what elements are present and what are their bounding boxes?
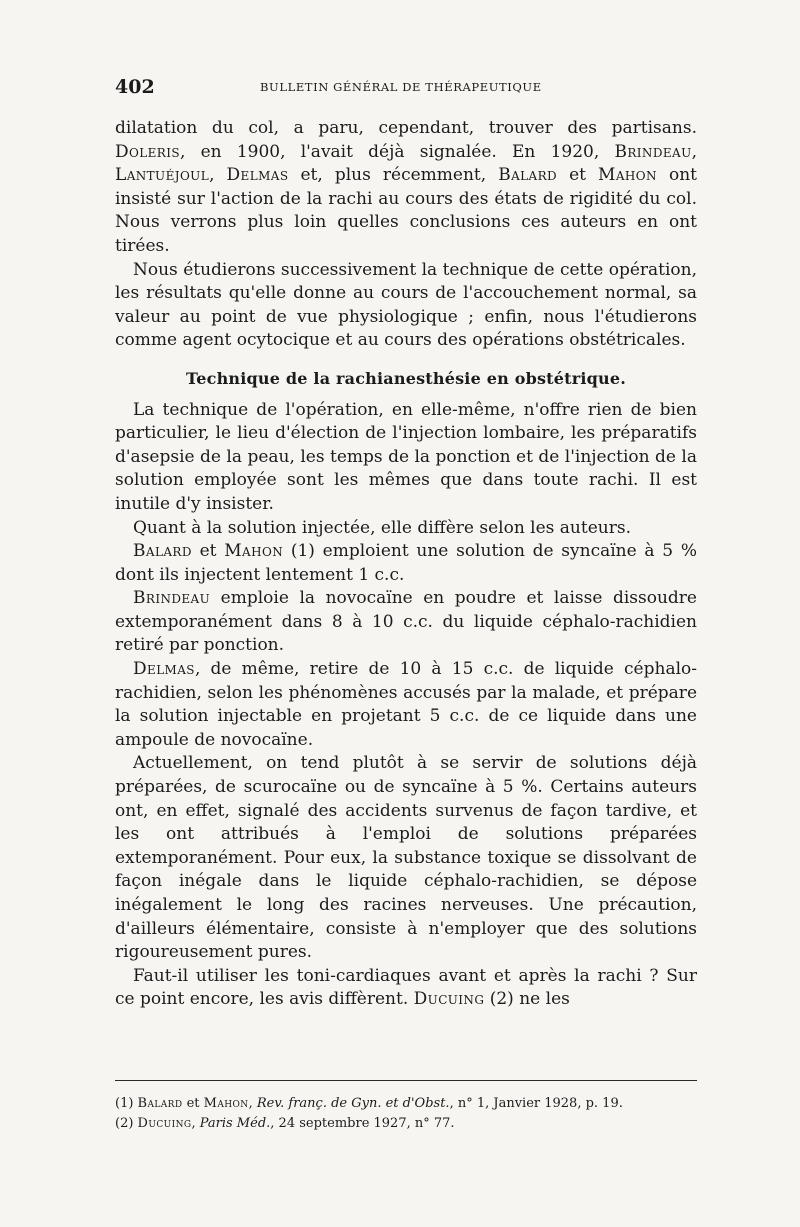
running-title: BULLETIN GÉNÉRAL DE THÉRAPEUTIQUE xyxy=(260,80,542,94)
footnotes xyxy=(115,1094,697,1134)
paragraph: La technique de l'opération, en elle-même, n'offre rien de bien particulier, le lieu d'élection de l'injection lombaire, les préparatifs d'asepsie de la peau, les temps de la ponction et de l'injection de la solution employée sont les mêmes que dans toute rachi. Il est inutile d'y insister. xyxy=(115,399,697,514)
page-number: 402 xyxy=(115,76,155,98)
page-header xyxy=(115,76,695,100)
section-heading: Technique de la rachianesthésie en obstétrique. xyxy=(185,368,627,388)
paragraph: Actuellement, on tend plutôt à se servir de solutions déjà préparées, de scurocaïne ou de syncaïne à 5 %. Certains auteurs ont, en effet, signalé des accidents survenus de façon tardive, et les ont attribués à l'emploi de solutions préparées extemporanément. Pour eux, la substance toxique se dissolvant de façon inégale dans le liquide céphalo-rachidien, se dépose inégalement le long des racines nerveuses. Une précaution, d'ailleurs élémentaire, consiste à n'employer que des solutions rigoureusement pures. xyxy=(115,753,697,963)
paragraph: Quant à la solution injectée, elle diffère selon les auteurs. xyxy=(133,517,631,538)
author-name: Brindeau xyxy=(614,141,692,162)
author-name: Mahon xyxy=(598,165,657,186)
paragraph: dilatation du col, a paru, cependant, trouver des partisans. Doleris, en 1900, l'avait déjà signalée. En 1920, Brindeau, Lantuéjoul, Delmas et, plus récemment, Balard et Mahon ont insisté sur l'action de la rachi au cours des états de rigidité du col. Nous verrons plus loin quelles conclusions ces auteurs en ont tirées. xyxy=(115,118,697,256)
author-name: Doleris xyxy=(115,141,180,162)
footnote: (1) Balard et Mahon, Rev. franç. de Gyn. et d'Obst., n° 1, Janvier 1928, p. 19. xyxy=(115,1096,623,1111)
author-name: Balard xyxy=(498,165,558,186)
footnote-divider xyxy=(115,1080,697,1081)
author-name: Brindeau xyxy=(133,588,211,609)
paragraph: Faut-il utiliser les toni-cardiaques avant et après la rachi ? Sur ce point encore, les avis diffèrent. Ducuing (2) ne les xyxy=(115,965,697,1010)
author-name: Balard xyxy=(133,541,192,562)
body-text xyxy=(115,117,697,1012)
author-name: Delmas xyxy=(133,659,195,680)
author-name: Ducuing xyxy=(413,989,485,1010)
author-name: Lantuéjoul xyxy=(115,165,210,186)
author-name: Mahon xyxy=(224,541,284,562)
paragraph: Balard et Mahon (1) emploient une solution de syncaïne à 5 % dont ils injectent lentement 1 c.c. xyxy=(115,541,697,585)
paragraph: Nous étudierons successivement la technique de cette opération, les résultats qu'elle donne au cours de l'accouchement normal, sa valeur au point de vue physiologique ; enfin, nous l'étudierons comme agent ocytocique et au cours des opérations obstétricales. xyxy=(115,259,697,351)
author-name: Delmas xyxy=(226,165,289,186)
paragraph: Brindeau emploie la novocaïne en poudre et laisse dissoudre extemporanément dans 8 à 10 c.c. du liquide céphalo-rachidien retiré par ponction. xyxy=(115,588,697,656)
footnote: (2) Ducuing, Paris Méd., 24 septembre 1927, n° 77. xyxy=(115,1116,455,1131)
paragraph: Delmas, de même, retire de 10 à 15 c.c. de liquide céphalo-rachidien, selon les phénomènes accusés par la malade, et prépare la solution injectable en projetant 5 c.c. de ce liquide dans une ampoule de novocaïne. xyxy=(115,659,697,750)
